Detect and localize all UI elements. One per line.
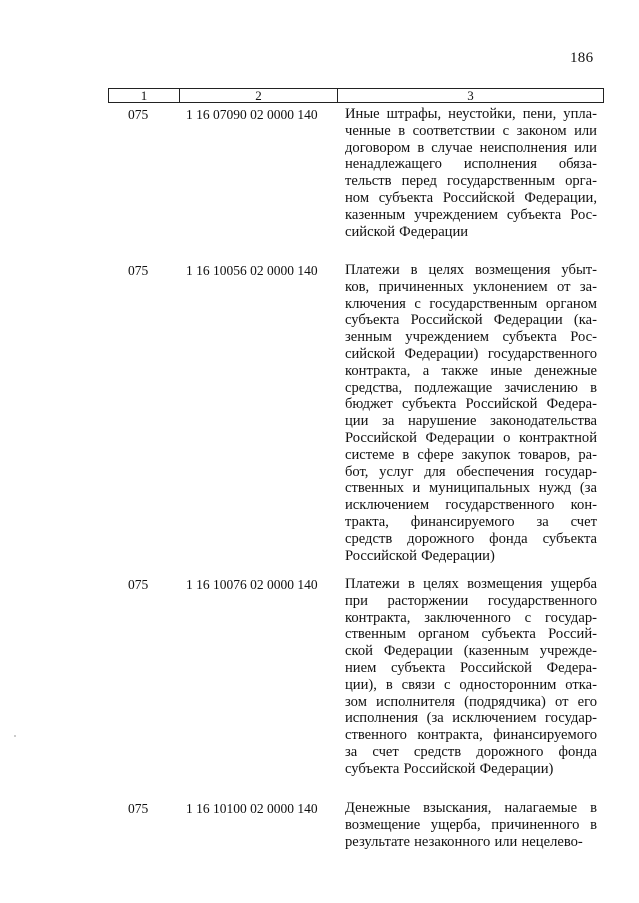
description-line: средств дорожного фонда субъекта: [345, 530, 597, 547]
kbk-code-cell: 1 16 10076 02 0000 140: [186, 577, 318, 592]
description-line: результате незаконного или нецелево-: [345, 833, 583, 850]
description-line: ключения с государственным органом: [345, 295, 597, 312]
admin-code-cell: 075: [128, 107, 149, 122]
description-line: Денежные взыскания, налагаемые в: [345, 800, 597, 816]
description-line: контракта, заключенного с государ-: [345, 609, 597, 626]
kbk-code-cell: 1 16 10100 02 0000 140: [186, 801, 318, 816]
kbk-code-cell: 1 16 10056 02 0000 140: [186, 263, 318, 278]
header-col-3: 3: [467, 88, 474, 103]
admin-code-cell: 075: [128, 801, 149, 816]
description-line: ственных и муниципальных нужд (за: [345, 480, 597, 497]
page-number: 186: [570, 50, 594, 66]
description-line: ственным органом субъекта Россий-: [345, 626, 597, 643]
description-cell: [345, 106, 597, 240]
description-line: бюджет субъекта Российской Федера-: [345, 396, 597, 413]
description-line: казенным учреждением субъекта Рос-: [345, 206, 597, 223]
description-line: субъекта Российской Федерации): [345, 760, 554, 777]
description-line: исполнения (за исключением государ-: [345, 710, 597, 727]
description-cell: [345, 800, 597, 850]
description-line: ции), в связи с односторонним отка-: [345, 676, 597, 693]
description-line: договором в случае неисполнения или: [345, 139, 597, 156]
description-line: средства, подлежащие зачислению в: [345, 379, 597, 396]
header-col-2: 2: [180, 89, 338, 102]
admin-code-cell: 075: [128, 263, 149, 278]
description-line: ченные в соответствии с законом или: [345, 122, 597, 139]
description-line: тракта, финансируемого за счет: [345, 513, 597, 530]
description-line: системе в сфере закупок товаров, ра-: [345, 446, 597, 463]
description-cell: [345, 576, 597, 778]
description-line: зом исполнителя (подрядчика) от его: [345, 693, 597, 710]
description-line: контракта, а также иные денежные: [345, 362, 597, 379]
description-line: сийской Федерации: [345, 223, 469, 240]
description-line: нием субъекта Российской Федера-: [345, 659, 597, 676]
description-line: при расторжении государственного: [345, 592, 597, 609]
description-line: возмещение ущерба, причиненного в: [345, 816, 597, 833]
description-line: Российской Федерации): [345, 547, 495, 564]
description-line: субъекта Российской Федерации (ка-: [345, 312, 597, 329]
header-col-1: 1: [109, 89, 180, 102]
description-line: ном субъекта Российской Федерации,: [345, 189, 597, 206]
kbk-code-cell: 1 16 07090 02 0000 140: [186, 107, 318, 122]
description-line: ненадлежащего исполнения обяза-: [345, 156, 597, 173]
description-line: Платежи в целях возмещения убыт-: [345, 262, 597, 278]
description-line: за счет средств дорожного фонда: [345, 743, 597, 760]
description-line: ции за нарушение законодательства: [345, 413, 597, 430]
description-line: зенным учреждением субъекта Рос-: [345, 329, 597, 346]
description-line: Российской Федерации о контрактной: [345, 429, 597, 446]
description-line: ственного контракта, финансируемого: [345, 727, 597, 744]
description-line: тельств перед государственным орга-: [345, 173, 597, 190]
description-cell: [345, 262, 597, 564]
scan-mark: [14, 735, 16, 737]
description-line: бот, услуг для обеспечения государ-: [345, 463, 597, 480]
description-line: исключением государственного кон-: [345, 497, 597, 514]
description-line: ков, причиненных уклонением от за-: [345, 278, 597, 295]
description-line: Платежи в целях возмещения ущерба: [345, 576, 597, 592]
description-line: сийской Федерации) государственного: [345, 345, 597, 362]
description-line: Иные штрафы, неустойки, пени, упла-: [345, 106, 597, 122]
description-line: ской Федерации (казенным учрежде-: [345, 643, 597, 660]
admin-code-cell: 075: [128, 577, 149, 592]
table-header-row: [108, 88, 604, 103]
